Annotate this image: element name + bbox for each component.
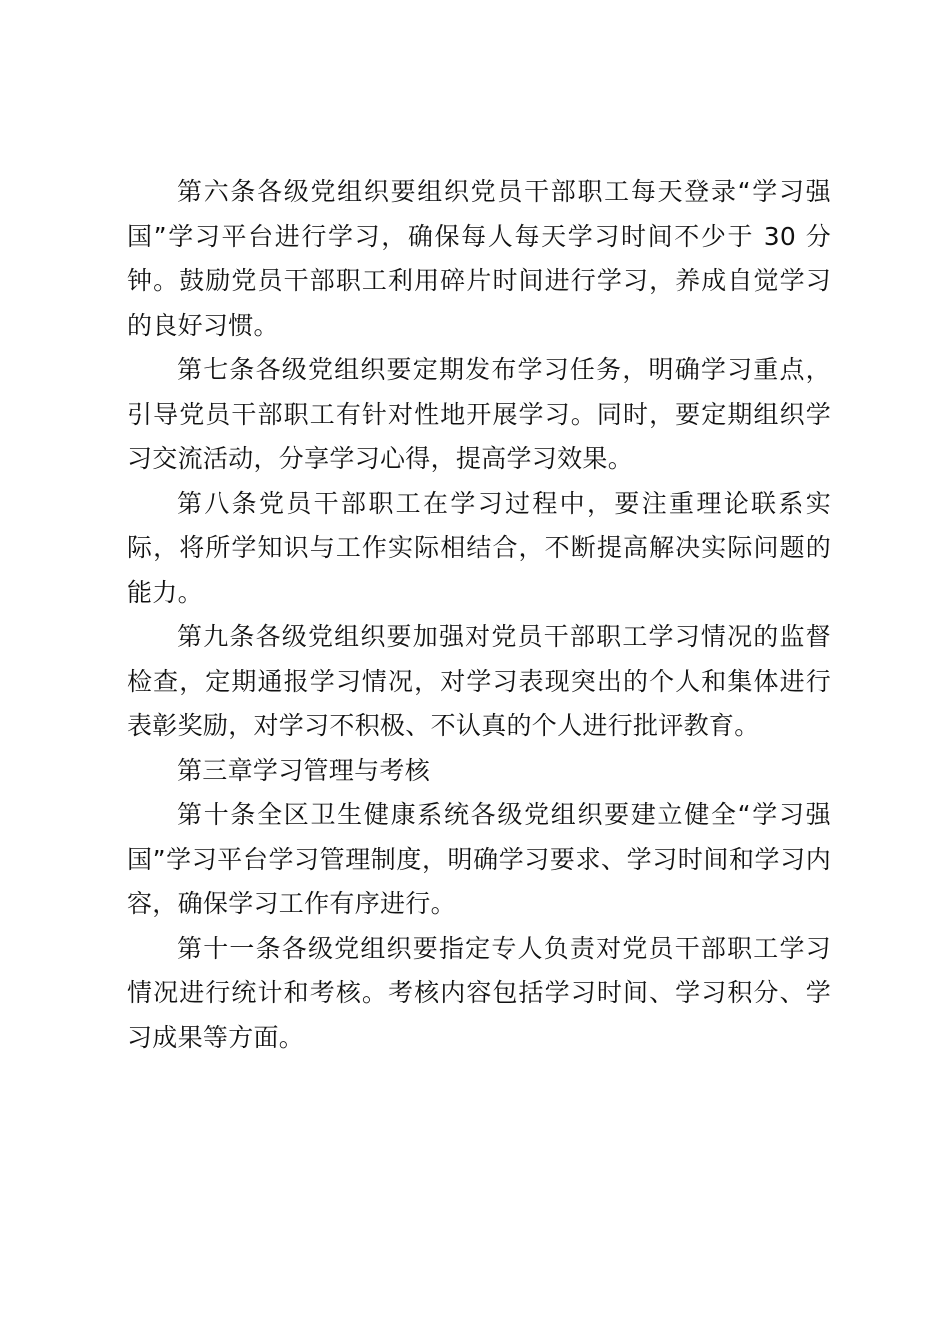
chapter-3-heading: 第三章学习管理与考核 — [177, 755, 431, 785]
article-7-paragraph: 第七条各级党组织要定期发布学习任务，明确学习重点，引导党员干部职工有针对性地开展学习。同时，要定期组织学习交流活动，分享学习心得，提高学习效果。 — [127, 355, 831, 473]
article-10-paragraph: 第十条全区卫生健康系统各级党组织要建立健全“学习强国”学习平台学习管理制度，明确学习要求、学习时间和学习内容，确保学习工作有序进行。 — [127, 800, 831, 918]
document-body — [127, 170, 831, 1060]
article-8-paragraph: 第八条党员干部职工在学习过程中，要注重理论联系实际，将所学知识与工作实际相结合，不断提高解决实际问题的能力。 — [127, 488, 831, 607]
article-11-paragraph: 第十一条各级党组织要指定专人负责对党员干部职工学习情况进行统计和考核。考核内容包括学习时间、学习积分、学习成果等方面。 — [127, 933, 831, 1052]
article-6-paragraph: 第六条各级党组织要组织党员干部职工每天登录“学习强国”学习平台进行学习，确保每人每天学习时间不少于 30 分钟。鼓励党员干部职工利用碎片时间进行学习，养成自觉学习的良好习惯。 — [127, 177, 831, 340]
article-9-paragraph: 第九条各级党组织要加强对党员干部职工学习情况的监督检查，定期通报学习情况，对学习表现突出的个人和集体进行表彰奖励，对学习不积极、不认真的个人进行批评教育。 — [127, 622, 831, 740]
